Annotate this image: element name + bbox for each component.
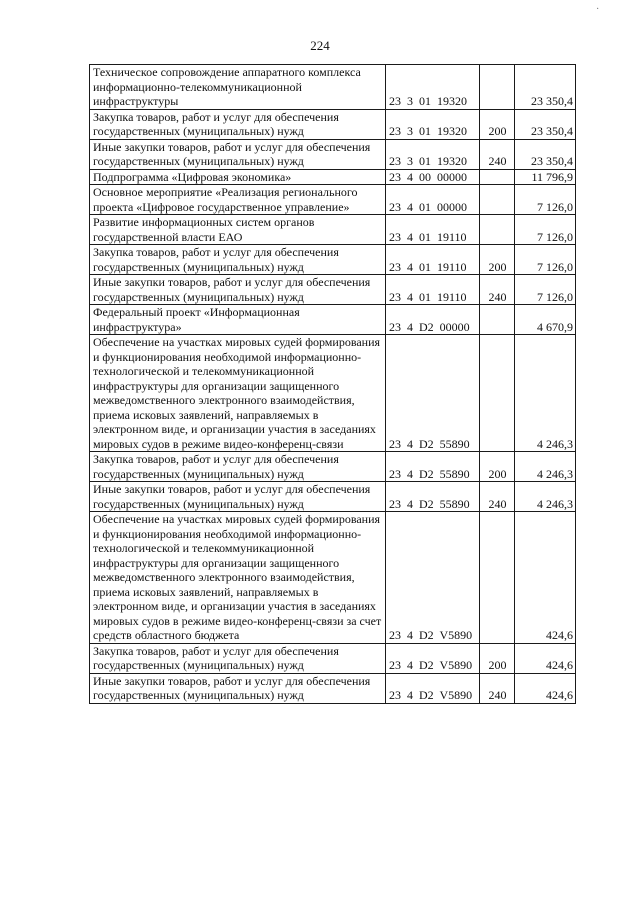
row-type-cell <box>480 185 515 215</box>
row-sum-cell: 7 126,0 <box>515 275 576 305</box>
row-code-cell: 23 3 01 19320 <box>386 65 480 110</box>
row-type-cell: 200 <box>480 452 515 482</box>
row-code-cell: 23 4 D2 V5890 <box>386 512 480 644</box>
row-name-cell: Закупка товаров, работ и услуг для обеспечения государственных (муниципальных) нужд <box>90 452 386 482</box>
row-type-cell <box>480 65 515 110</box>
row-sum-cell: 4 670,9 <box>515 305 576 335</box>
row-name-cell: Обеспечение на участках мировых судей формирования и функционирования необходимой информационно-технологической и телекоммуникационной инфраструктуры для организации защищенного межведомственного электронного взаимодействия, приема исковых заявлений, направляемых в электронном виде, и организации участия в заседаниях мировых судов в режиме видео-конференц-связи за счет средств областного бюджета <box>90 512 386 644</box>
row-sum-cell: 4 246,3 <box>515 482 576 512</box>
row-code-cell: 23 3 01 19320 <box>386 109 480 139</box>
table-row <box>90 185 576 215</box>
row-type-cell: 200 <box>480 643 515 673</box>
row-name-cell: Закупка товаров, работ и услуг для обеспечения государственных (муниципальных) нужд <box>90 643 386 673</box>
row-type-cell <box>480 169 515 185</box>
row-code-cell: 23 4 D2 55890 <box>386 452 480 482</box>
row-sum-cell: 23 350,4 <box>515 109 576 139</box>
row-name-cell: Иные закупки товаров, работ и услуг для обеспечения государственных (муниципальных) нужд <box>90 139 386 169</box>
row-code-cell: 23 4 D2 55890 <box>386 335 480 452</box>
table-row <box>90 305 576 335</box>
table-row <box>90 245 576 275</box>
table-row <box>90 65 576 110</box>
row-name-cell: Закупка товаров, работ и услуг для обеспечения государственных (муниципальных) нужд <box>90 109 386 139</box>
row-code-cell: 23 4 01 19110 <box>386 275 480 305</box>
table-row <box>90 169 576 185</box>
table-row <box>90 335 576 452</box>
table-row <box>90 452 576 482</box>
row-code-cell: 23 4 D2 V5890 <box>386 643 480 673</box>
row-type-cell <box>480 215 515 245</box>
scan-corner-mark: · <box>596 4 600 15</box>
row-name-cell: Иные закупки товаров, работ и услуг для обеспечения государственных (муниципальных) нужд <box>90 482 386 512</box>
row-name-cell: Подпрограмма «Цифровая экономика» <box>90 169 386 185</box>
table-row <box>90 215 576 245</box>
row-type-cell <box>480 512 515 644</box>
row-name-cell: Техническое сопровождение аппаратного комплекса информационно-телекоммуникационной инфраструктуры <box>90 65 386 110</box>
row-sum-cell: 424,6 <box>515 512 576 644</box>
row-name-cell: Обеспечение на участках мировых судей формирования и функционирования необходимой информационно-технологической и телекоммуникационной инфраструктуры для организации защищенного межведомственного электронного взаимодействия, приема исковых заявлений, направляемых в электронном виде, и организации участия в заседаниях мировых судов в режиме видео-конференц-связи <box>90 335 386 452</box>
table-row <box>90 275 576 305</box>
row-code-cell: 23 4 D2 00000 <box>386 305 480 335</box>
row-code-cell: 23 4 00 00000 <box>386 169 480 185</box>
row-code-cell: 23 4 D2 V5890 <box>386 673 480 703</box>
table-row <box>90 643 576 673</box>
row-sum-cell: 7 126,0 <box>515 215 576 245</box>
row-sum-cell: 23 350,4 <box>515 139 576 169</box>
table-row <box>90 673 576 703</box>
row-sum-cell: 23 350,4 <box>515 65 576 110</box>
row-name-cell: Иные закупки товаров, работ и услуг для обеспечения государственных (муниципальных) нужд <box>90 673 386 703</box>
table-row <box>90 139 576 169</box>
row-code-cell: 23 4 01 19110 <box>386 245 480 275</box>
row-name-cell: Федеральный проект «Информационная инфраструктура» <box>90 305 386 335</box>
row-name-cell: Развитие информационных систем органов государственной власти ЕАО <box>90 215 386 245</box>
row-sum-cell: 424,6 <box>515 673 576 703</box>
row-type-cell: 240 <box>480 673 515 703</box>
row-type-cell: 200 <box>480 245 515 275</box>
table-row <box>90 512 576 644</box>
table-row <box>90 109 576 139</box>
row-type-cell <box>480 305 515 335</box>
row-sum-cell: 11 796,9 <box>515 169 576 185</box>
row-name-cell: Закупка товаров, работ и услуг для обеспечения государственных (муниципальных) нужд <box>90 245 386 275</box>
row-sum-cell: 4 246,3 <box>515 452 576 482</box>
row-code-cell: 23 4 D2 55890 <box>386 482 480 512</box>
row-type-cell <box>480 335 515 452</box>
page-number: 224 <box>310 38 330 53</box>
table-row <box>90 482 576 512</box>
row-name-cell: Иные закупки товаров, работ и услуг для обеспечения государственных (муниципальных) нужд <box>90 275 386 305</box>
row-name-cell: Основное мероприятие «Реализация регионального проекта «Цифровое государственное управление» <box>90 185 386 215</box>
row-type-cell: 240 <box>480 482 515 512</box>
row-type-cell: 240 <box>480 139 515 169</box>
budget-table <box>89 64 576 704</box>
row-type-cell: 240 <box>480 275 515 305</box>
row-type-cell: 200 <box>480 109 515 139</box>
row-sum-cell: 7 126,0 <box>515 185 576 215</box>
row-sum-cell: 4 246,3 <box>515 335 576 452</box>
row-sum-cell: 424,6 <box>515 643 576 673</box>
row-code-cell: 23 4 01 19110 <box>386 215 480 245</box>
row-code-cell: 23 3 01 19320 <box>386 139 480 169</box>
row-code-cell: 23 4 01 00000 <box>386 185 480 215</box>
row-sum-cell: 7 126,0 <box>515 245 576 275</box>
